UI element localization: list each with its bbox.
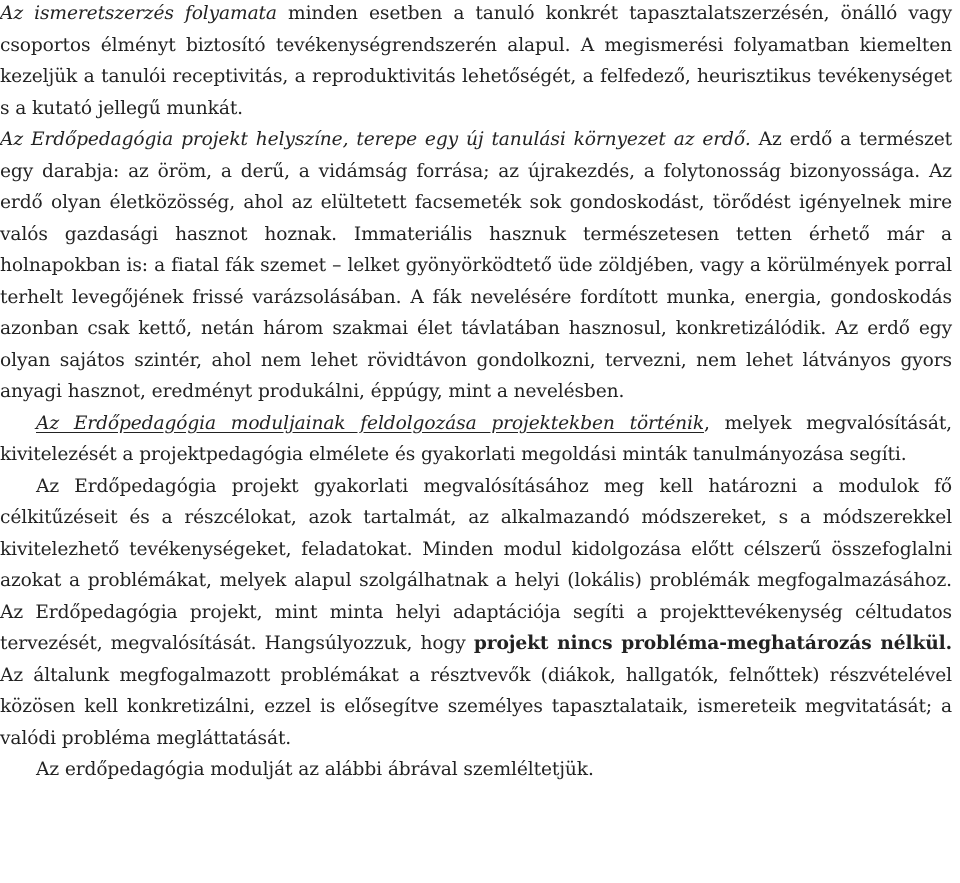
paragraph-text: Az erdő a természet egy darabja: az öröm, a derű, a vidámság forrása; az újrakezdés, a folytonosság bizonyossága. Az erdő olyan életközösség, ahol az elültetett facsemeték sok gondoskodást, törődést igényelnek mire valós gazdasági hasznot hoznak. Immateriális hasznuk természetesen tetten érhető már a holnapokban is: a fiatal fák szemet – lelket gyönyörködtető üde zöldjében, vagy a körülmények porral terhelt levegőjének frissé varázsolásában. A fák nevelésére fordított munka, energia, gondoskodás azonban csak kettő, netán három szakmai élet távlatában hasznosul, konkretizálódik. Az erdő egy olyan sajátos szintér, ahol nem lehet rövidtávon gondolkozni, tervezni, nem lehet látványos gyors anyagi hasznot, eredményt produkálni, éppúgy, mint a nevelésben.: [0, 129, 952, 402]
paragraph-figure-intro: [0, 754, 952, 786]
paragraph-knowledge-acquisition: [0, 0, 952, 124]
paragraph-text: , melyek megvalósítását, kivitelezését a projektpedagógia elmélete és gyakorlati megoldási minták tanulmányozása segíti.: [0, 412, 952, 465]
italic-lead-phrase: Az ismeretszerzés folyamata: [0, 3, 277, 24]
paragraph-forest-environment: [0, 124, 952, 408]
paragraph-text: Az Erdőpedagógia projekt gyakorlati megvalósításához meg kell határozni a modulok fő célkitűzéseit és a részcélokat, azok tartalmát, az alkalmazandó módszereket, s a módszerekkel kivitelezhető tevékenységeket, feladatokat. Minden modul kidolgozása előtt célszerű összefoglalni azokat a problémákat, melyek alapul szolgálhatnak a helyi (lokális) problémák megfogalmazásához. Az Erdőpedagógia projekt, mint minta helyi adaptációja segíti a projekttevékenység céltudatos tervezését, megvalósítását. Hangsúlyozzuk, hogy: [0, 475, 952, 654]
paragraph-practical-implementation: [0, 471, 952, 755]
italic-underlined-lead-phrase: Az Erdőpedagógia moduljainak feldolgozása projektekben történik: [36, 412, 705, 434]
paragraph-text: Az általunk megfogalmazott problémákat a résztvevők (diákok, hallgatók, felnőttek) részvételével közösen kell konkretizálni, ezzel is elősegítve személyes tapasztalataik, ismereteik megvitatását; a valódi probléma megláttatását.: [0, 664, 952, 749]
paragraph-modules-projects: [0, 408, 952, 471]
paragraph-text: minden esetben a tanuló konkrét tapasztalatszerzésén, önálló vagy csoportos élményt biztosító tevékenységrendszerén alapul. A megismerési folyamatban kiemelten kezeljük a tanulói receptivitás, a reproduktivitás lehetőségét, a felfedező, heurisztikus tevékenységet s a kutató jellegű munkát.: [0, 3, 952, 119]
bold-emphasis: projekt nincs probléma-meghatározás nélkül.: [473, 633, 952, 654]
paragraph-text: Az erdőpedagógia modulját az alábbi ábrával szemléltetjük.: [36, 759, 594, 780]
italic-lead-phrase: Az Erdőpedagógia projekt helyszíne, terepe egy új tanulási környezet az erdő.: [0, 129, 751, 150]
